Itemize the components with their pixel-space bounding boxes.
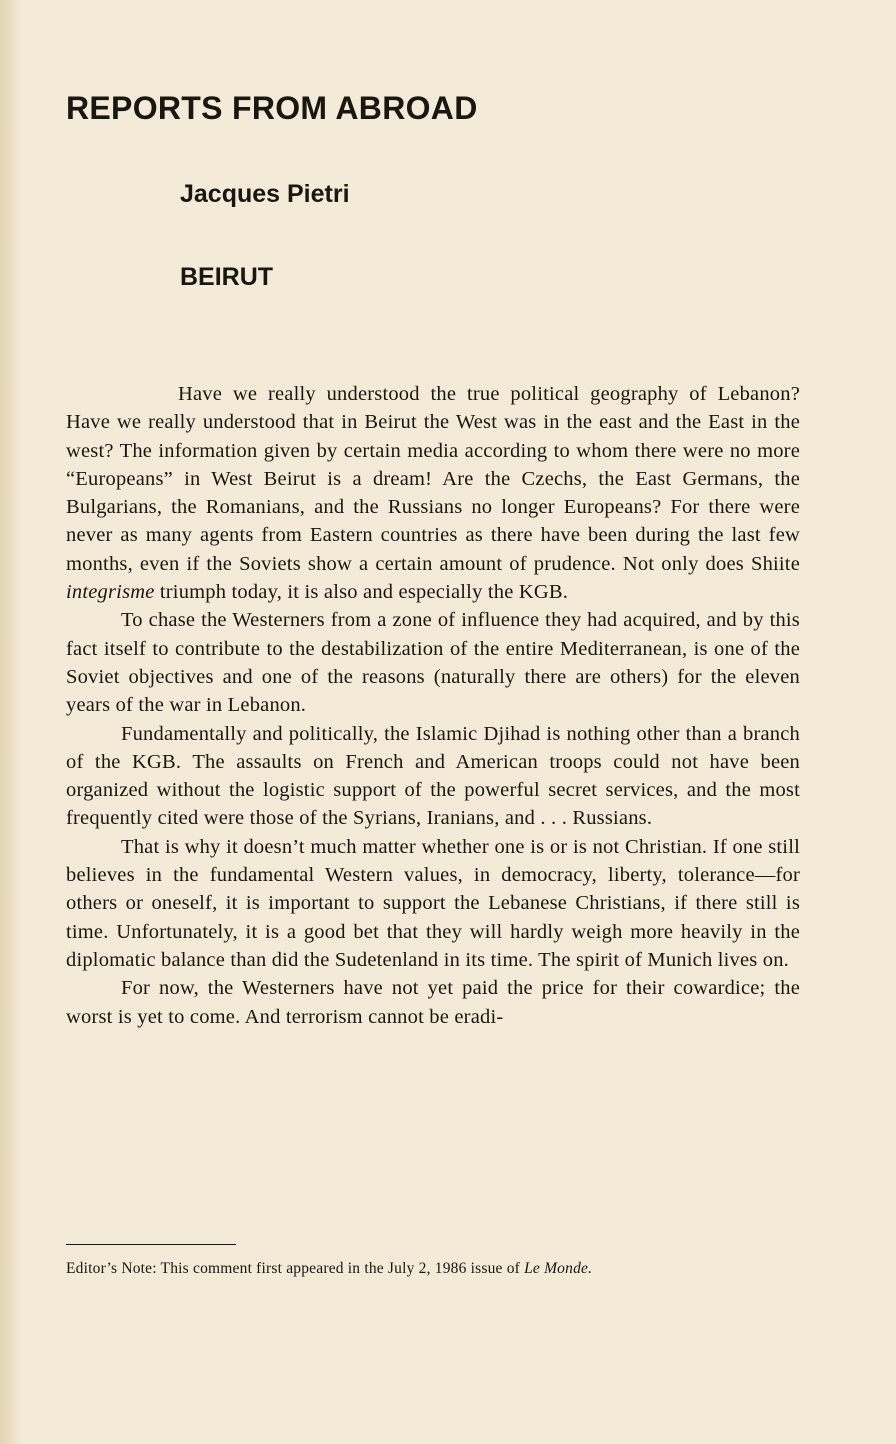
publication-name: Le Monde. [524, 1260, 593, 1277]
author-name: Jacques Pietri [180, 180, 350, 208]
editors-note [66, 1258, 826, 1280]
paragraph-2: To chase the Westerners from a zone of influence they had acquired, and by this fact itself to contribute to the destabilization of the entire Mediterranean, is one of the Soviet objectives and one of the reasons (naturally there are others) for the eleven years of the war in Lebanon. [66, 609, 800, 717]
section-title: REPORTS FROM ABROAD [66, 90, 478, 126]
dateline: BEIRUT [180, 263, 274, 291]
page-edge-shadow [0, 0, 22, 1444]
paragraph-1 [66, 380, 800, 606]
italic-term: integrisme [66, 581, 155, 604]
paragraph-5: For now, the Westerners have not yet paid the price for their cowardice; the worst is yet to come. And terrorism cannot be eradi- [66, 977, 800, 1028]
paragraph-3: Fundamentally and politically, the Islamic Djihad is nothing other than a branch of the KGB. The assaults on French and American troops could not have been organized without the logistic support of the powerful secret services, and the most frequently cited were those of the Syrians, Iranians, and . . . Russians. [66, 722, 800, 830]
paragraph-1-text: Have we really understood the true political geography of Lebanon? Have we really understood that in Beirut the West was in the east and the East in the west? The information given by certain media according to whom there were no more “Europeans” in West Beirut is a dream! Are the Czechs, the East Germans, the Bulgarians, the Romanians, and the Russians no longer Europeans? For there were never as many agents from Eastern countries as there have been during the last few months, even if the Soviets show a certain amount of prudence. Not only does Shiite [66, 383, 800, 575]
footnote-divider [66, 1244, 236, 1245]
article-body [66, 380, 800, 1031]
paragraph-1-end: triumph today, it is also and especially the KGB. [159, 581, 569, 604]
editors-note-text: Editor’s Note: This comment first appeared in the July 2, 1986 issue of [66, 1260, 521, 1277]
paragraph-4: That is why it doesn’t much matter whether one is or is not Christian. If one still believes in the fundamental Western values, in democracy, liberty, tolerance—for others or oneself, it is important to support the Lebanese Christians, if there still is time. Unfortunately, it is a good bet that they will hardly weigh more heavily in the diplomatic balance than did the Sudetenland in its time. The spirit of Munich lives on. [66, 835, 800, 971]
